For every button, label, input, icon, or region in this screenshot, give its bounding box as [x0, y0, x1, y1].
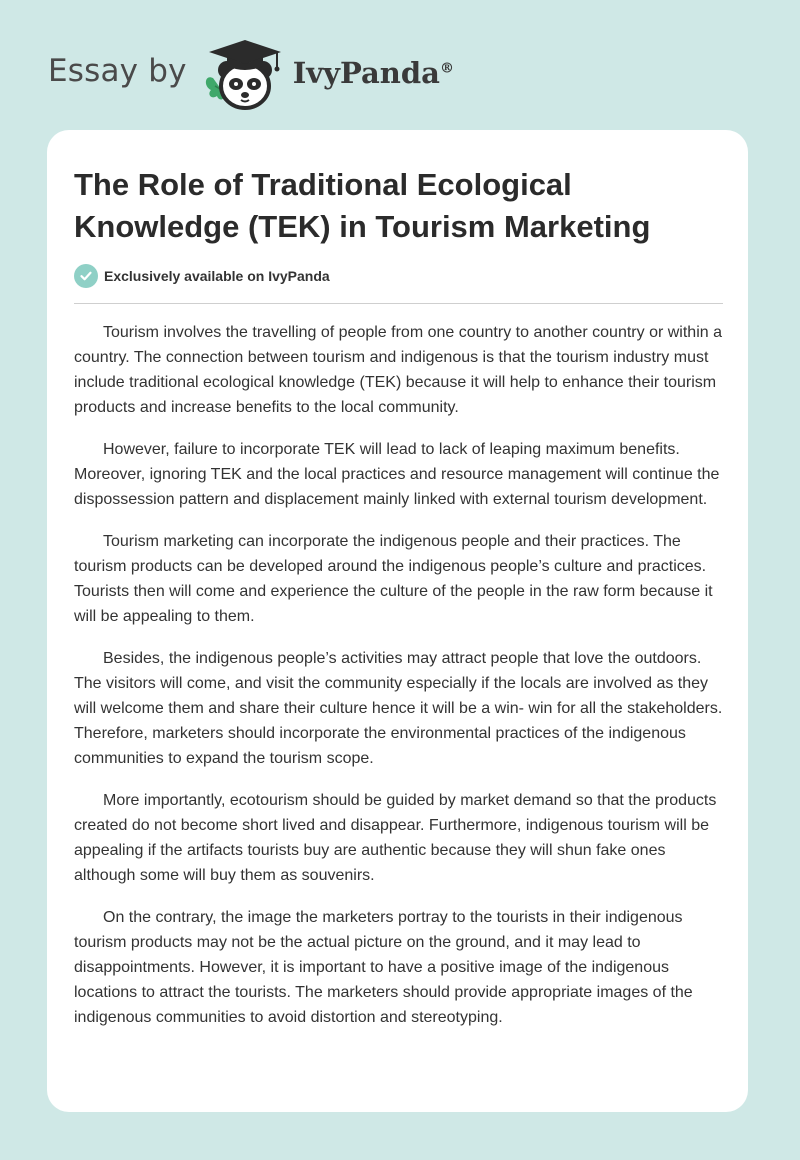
- paragraph: Besides, the indigenous people’s activities may attract people that love the outdoors. The visitors will come, and visit the community especially if the locals are involved as they will welcome them and share their culture hence it will be a win- win for all the stakeholders. Therefore, marketers should incorporate the environmental practices of the indigenous communities to expand the tourism scope.: [74, 650, 723, 767]
- essay-by-label: Essay by: [48, 53, 187, 89]
- panda-graduate-icon[interactable]: [201, 34, 287, 114]
- essay-body: [74, 320, 726, 1047]
- title-divider: [74, 303, 723, 304]
- site-header: [48, 34, 454, 114]
- paragraph: On the contrary, the image the marketers portray to the tourists in their indigenous tourism products may not be the actual picture on the ground, and it may lead to disappointments. However, it is important to have a positive image of the indigenous locations to attract the tourists. The marketers should provide appropriate images of the indigenous communities to avoid distortion and stereotyping.: [74, 909, 693, 1026]
- essay-card: [47, 130, 748, 1112]
- exclusive-badge: [74, 264, 330, 288]
- paragraph: More importantly, ecotourism should be guided by market demand so that the products created do not become short lived and disappear. Furthermore, indigenous tourism will be appealing if the artifacts tourists buy are authentic because they will shun fake ones although some will buy them as souvenirs.: [74, 792, 717, 884]
- check-circle-icon: [74, 264, 98, 288]
- exclusive-text: Exclusively available on IvyPanda: [104, 268, 330, 284]
- registered-mark: ®: [439, 60, 454, 77]
- brand-name[interactable]: IvyPanda®: [292, 56, 454, 90]
- paragraph: Tourism involves the travelling of people from one country to another country or within a country. The connection between tourism and indigenous is that the tourism industry must include traditional ecological knowledge (TEK) because it will help to enhance their tourism products and increase benefits to the local community.: [74, 324, 722, 416]
- paragraph: However, failure to incorporate TEK will lead to lack of leaping maximum benefits. Moreover, ignoring TEK and the local practices and resource management will continue the dispossession pattern and displacement mainly linked with external tourism development.: [74, 441, 720, 508]
- essay-title: The Role of Traditional Ecological Knowledge (TEK) in Tourism Marketing: [74, 167, 651, 244]
- paragraph: Tourism marketing can incorporate the indigenous people and their practices. The tourism products can be developed around the indigenous people’s culture and practices. Tourists then will come and experience the culture of the people in the raw form because it will be appealing to them.: [74, 533, 713, 625]
